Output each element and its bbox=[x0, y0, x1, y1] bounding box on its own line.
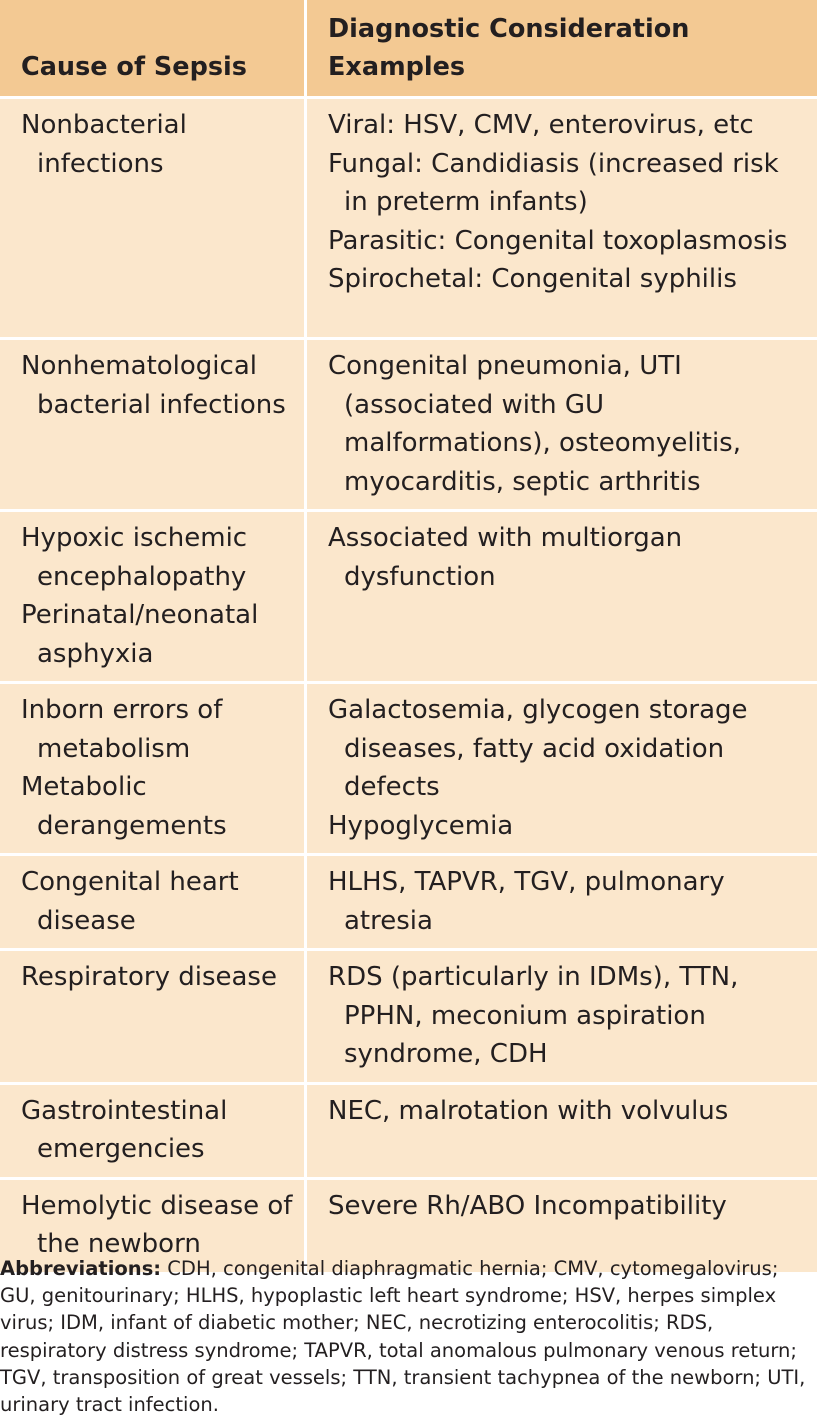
abbreviations-footnote bbox=[0, 1255, 812, 1418]
example-line: Galactosemia, glycogen storage diseases, fatty acid oxidation defects bbox=[328, 695, 748, 802]
abbreviations-label: Abbreviations: bbox=[0, 1257, 162, 1280]
cause-line: Metabolic derangements bbox=[21, 772, 227, 841]
example-line: Parasitic: Congenital toxoplasmosis bbox=[328, 225, 788, 256]
table-row bbox=[0, 681, 817, 853]
cause-cell bbox=[0, 509, 304, 681]
cause-line: Nonbacterial infections bbox=[21, 110, 187, 179]
examples-cell bbox=[304, 1082, 817, 1177]
example-line: Congenital pneumonia, UTI (associated with GU malformations), osteomyelitis, myocarditis, septic arthritis bbox=[328, 351, 741, 497]
table-row bbox=[0, 337, 817, 509]
cause-line: Hypoxic ischemic encephalopathy bbox=[21, 523, 248, 592]
cause-cell bbox=[0, 853, 304, 948]
examples-cell bbox=[304, 948, 817, 1082]
example-line: HLHS, TAPVR, TGV, pulmonary atresia bbox=[328, 867, 725, 936]
cause-line: Hemolytic disease of the newborn bbox=[21, 1190, 293, 1259]
example-line: Spirochetal: Congenital syphilis bbox=[328, 264, 737, 294]
table-header-row bbox=[0, 0, 817, 96]
abbreviations-text: CDH, congenital diaphragmatic hernia; CMV, cytomegalovirus; GU, genitourinary; HLHS, hypoplastic left heart syndrome; HSV, herpes simplex virus; IDM, infant of diabetic mother; NEC, necrotizing enterocolitis; RDS, respiratory distress syndrome; TAPVR, total anomalous pulmonary venous return; TGV, transposition of great vessels; TTN, transient tachypnea of the newborn; UTI, urinary tract infection. bbox=[0, 1257, 806, 1417]
example-line: Fungal: Candidiasis (increased risk in preterm infants) bbox=[328, 148, 779, 217]
cause-line: Inborn errors of metabolism bbox=[21, 695, 223, 764]
example-line: Viral: HSV, CMV, enterovirus, etc bbox=[328, 110, 754, 140]
cause-cell bbox=[0, 1082, 304, 1177]
table-row bbox=[0, 948, 817, 1082]
cause-line: Gastrointestinal emergencies bbox=[21, 1095, 228, 1164]
table-row bbox=[0, 853, 817, 948]
header-cause-of-sepsis: Cause of Sepsis bbox=[0, 0, 304, 96]
example-line: Hypoglycemia bbox=[328, 810, 514, 841]
example-line: RDS (particularly in IDMs), TTN, PPHN, meconium aspiration syndrome, CDH bbox=[328, 962, 739, 1069]
example-line: Associated with multiorgan dysfunction bbox=[328, 523, 683, 592]
cause-cell bbox=[0, 948, 304, 1082]
table-row bbox=[0, 96, 817, 337]
cause-line: Respiratory disease bbox=[21, 962, 277, 992]
example-line: Severe Rh/ABO Incompatibility bbox=[328, 1190, 727, 1221]
cause-cell bbox=[0, 337, 304, 509]
examples-cell bbox=[304, 509, 817, 681]
cause-line: Congenital heart disease bbox=[21, 867, 239, 936]
examples-cell bbox=[304, 96, 817, 337]
cause-line: Nonhematological bacterial infections bbox=[21, 351, 286, 420]
cause-cell bbox=[0, 681, 304, 853]
cause-cell bbox=[0, 96, 304, 337]
header-diagnostic-examples: Diagnostic Consideration Examples bbox=[304, 0, 817, 96]
examples-cell bbox=[304, 681, 817, 853]
table-row bbox=[0, 509, 817, 681]
examples-cell bbox=[304, 337, 817, 509]
table-body bbox=[0, 96, 817, 1272]
cause-line: Perinatal/neonatal asphyxia bbox=[21, 600, 259, 669]
examples-cell bbox=[304, 853, 817, 948]
table-row bbox=[0, 1082, 817, 1177]
example-line: NEC, malrotation with volvulus bbox=[328, 1095, 729, 1126]
